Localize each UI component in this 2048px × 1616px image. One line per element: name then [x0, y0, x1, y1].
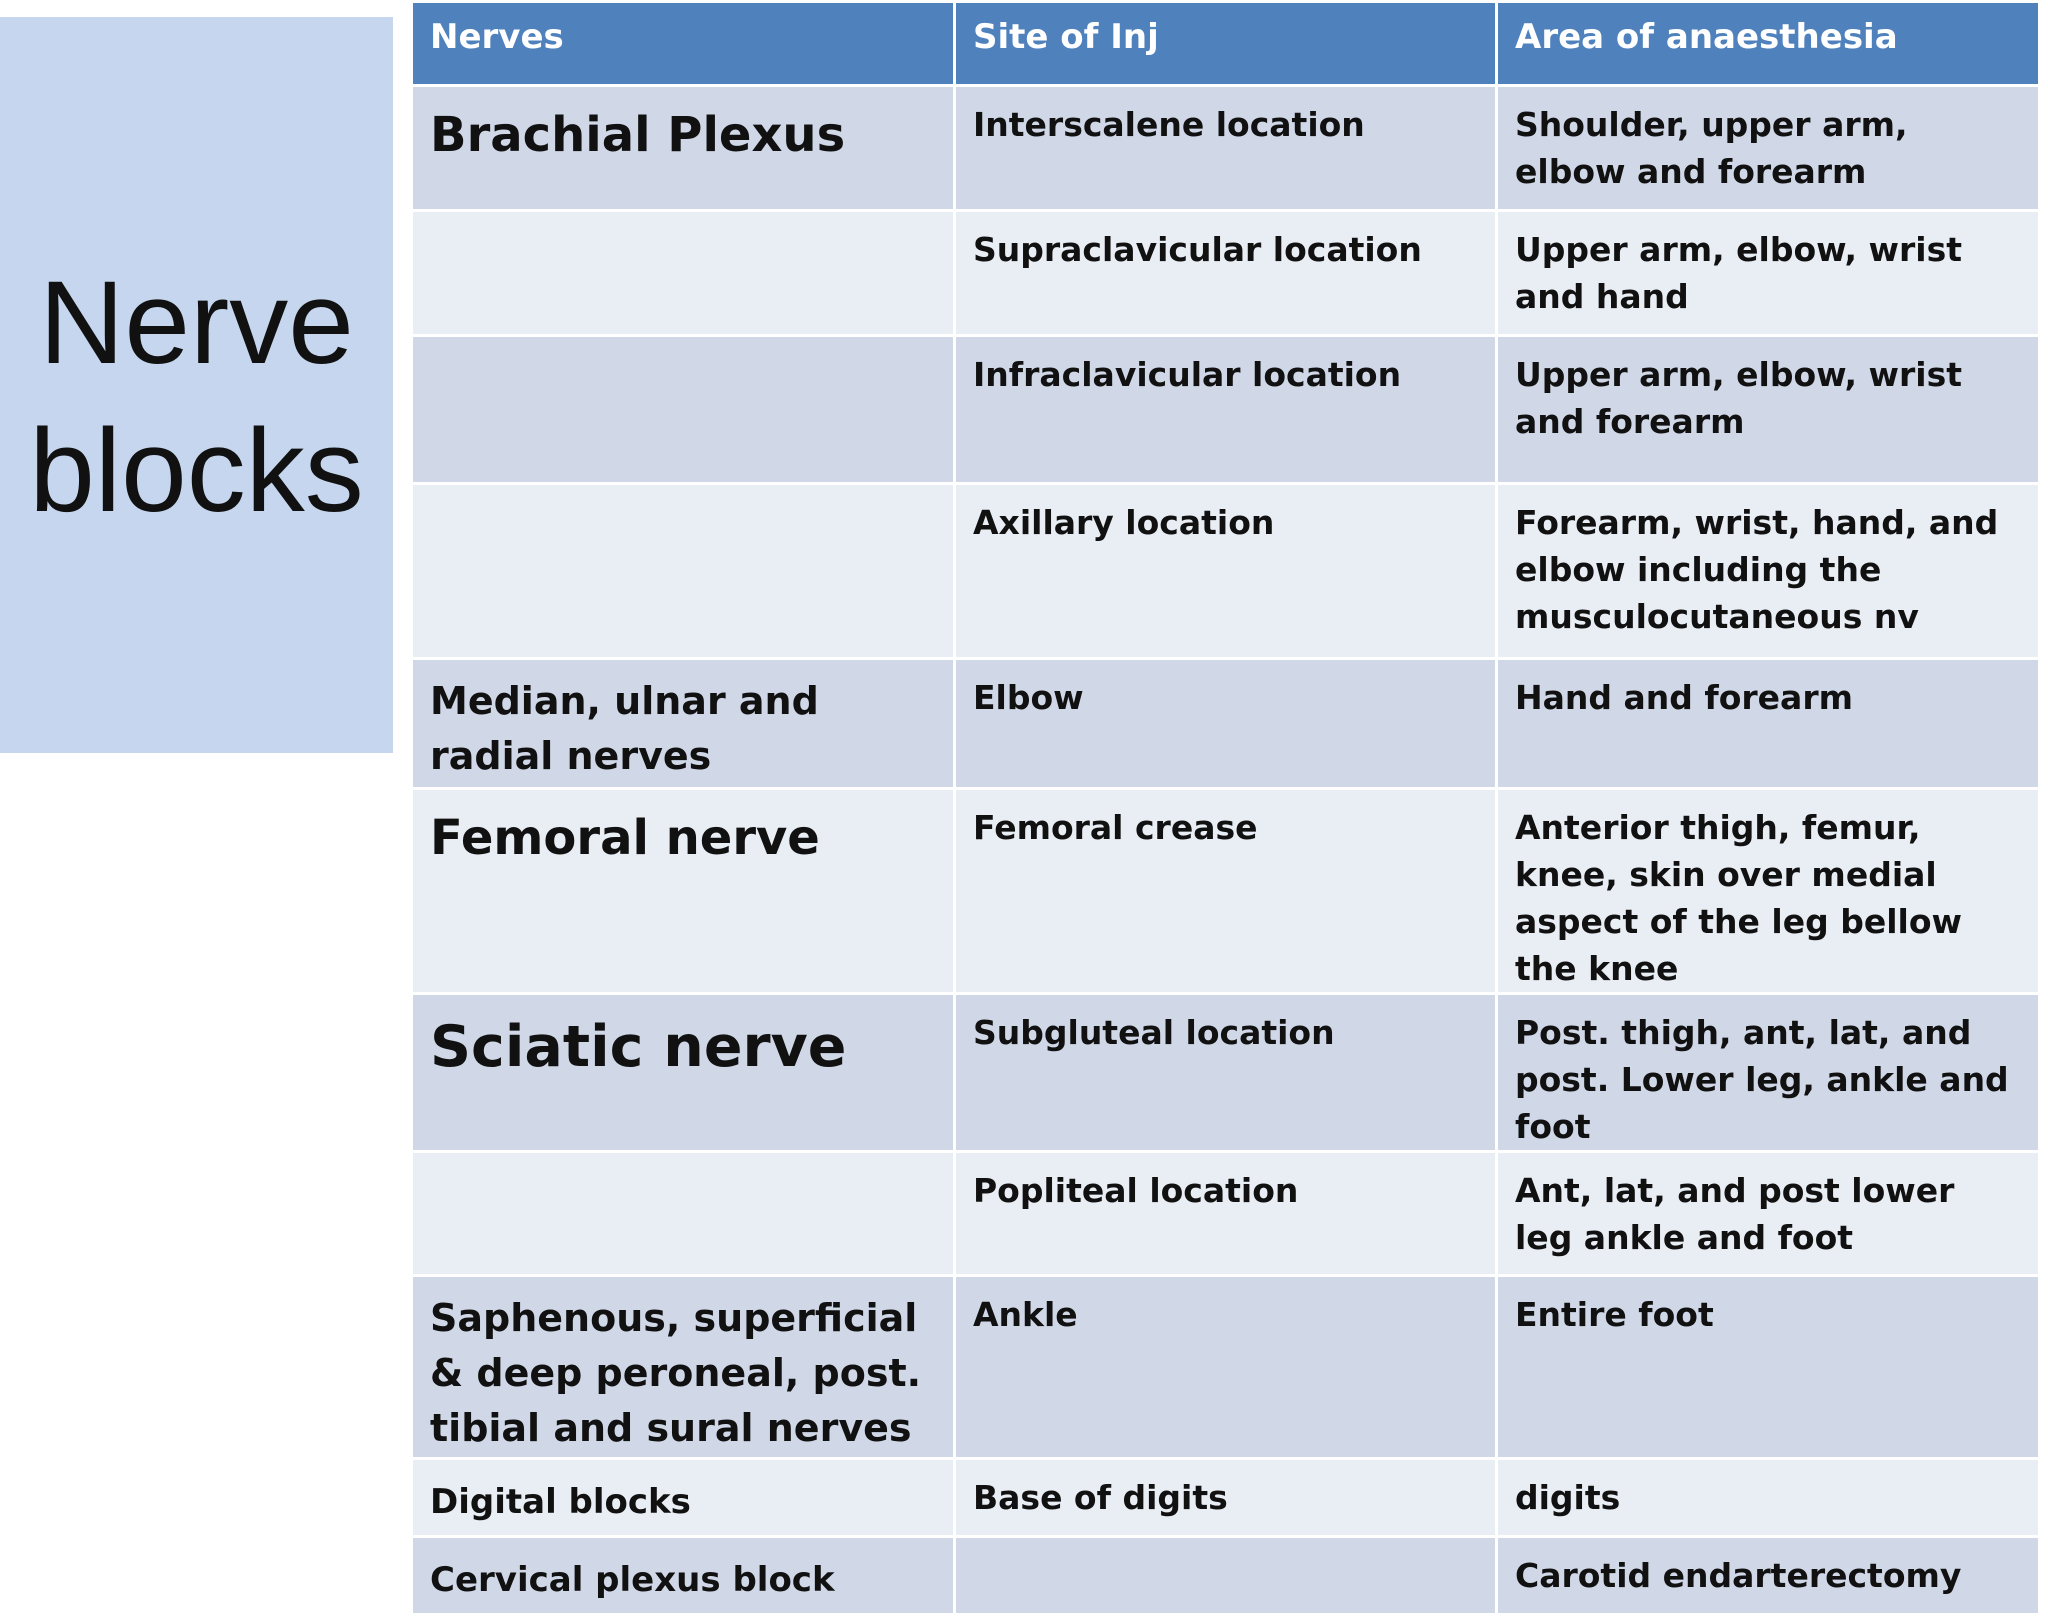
site-cell: Popliteal location — [955, 1152, 1497, 1276]
area-cell: Forearm, wrist, hand, and elbow including the musculocutaneous nv — [1497, 484, 2040, 659]
nerve-cell — [412, 484, 955, 659]
area-cell: Shoulder, upper arm, elbow and forearm — [1497, 86, 2040, 211]
slide-title-line-2: blocks — [29, 405, 364, 537]
slide-title-line-1: Nerve — [39, 257, 354, 389]
header-site-of-injection: Site of Inj — [955, 2, 1497, 86]
area-cell: Upper arm, elbow, wrist and hand — [1497, 211, 2040, 336]
table-row — [412, 336, 2040, 484]
table-row — [412, 211, 2040, 336]
table-row — [412, 484, 2040, 659]
table-row — [412, 1276, 2040, 1459]
nerve-cell — [412, 211, 955, 336]
nerve-cell: Brachial Plexus — [412, 86, 955, 211]
nerve-block-table — [410, 0, 2041, 1616]
site-cell: Base of digits — [955, 1459, 1497, 1537]
nerve-block-table-container — [410, 0, 2038, 1600]
nerve-cell — [412, 1152, 955, 1276]
nerve-cell: Median, ulnar and radial nerves — [412, 659, 955, 789]
table-row — [412, 994, 2040, 1152]
table-row — [412, 789, 2040, 994]
nerve-cell: Sciatic nerve — [412, 994, 955, 1152]
area-cell: Anterior thigh, femur, knee, skin over medial aspect of the leg bellow the knee — [1497, 789, 2040, 994]
slide-title — [0, 249, 393, 545]
table-row — [412, 1459, 2040, 1537]
site-cell: Elbow — [955, 659, 1497, 789]
area-cell: Hand and forearm — [1497, 659, 2040, 789]
site-cell: Ankle — [955, 1276, 1497, 1459]
header-nerves: Nerves — [412, 2, 955, 86]
table-row — [412, 86, 2040, 211]
site-cell: Axillary location — [955, 484, 1497, 659]
nerve-cell: Digital blocks — [412, 1459, 955, 1537]
table-row — [412, 1537, 2040, 1615]
site-cell: Subgluteal location — [955, 994, 1497, 1152]
area-cell: Ant, lat, and post lower leg ankle and foot — [1497, 1152, 2040, 1276]
nerve-cell: Cervical plexus block — [412, 1537, 955, 1615]
site-cell: Interscalene location — [955, 86, 1497, 211]
table-header-row — [412, 2, 2040, 86]
site-cell: Supraclavicular location — [955, 211, 1497, 336]
table-row — [412, 659, 2040, 789]
area-cell: digits — [1497, 1459, 2040, 1537]
nerve-cell: Femoral nerve — [412, 789, 955, 994]
area-cell: Post. thigh, ant, lat, and post. Lower leg, ankle and foot — [1497, 994, 2040, 1152]
nerve-cell — [412, 336, 955, 484]
area-cell: Entire foot — [1497, 1276, 2040, 1459]
site-cell — [955, 1537, 1497, 1615]
site-cell: Femoral crease — [955, 789, 1497, 994]
site-cell: Infraclavicular location — [955, 336, 1497, 484]
nerve-cell: Saphenous, superficial & deep peroneal, post. tibial and sural nerves — [412, 1276, 955, 1459]
area-cell: Carotid endarterectomy — [1497, 1537, 2040, 1615]
area-cell: Upper arm, elbow, wrist and forearm — [1497, 336, 2040, 484]
title-panel — [0, 17, 393, 753]
table-row — [412, 1152, 2040, 1276]
header-area-of-anaesthesia: Area of anaesthesia — [1497, 2, 2040, 86]
